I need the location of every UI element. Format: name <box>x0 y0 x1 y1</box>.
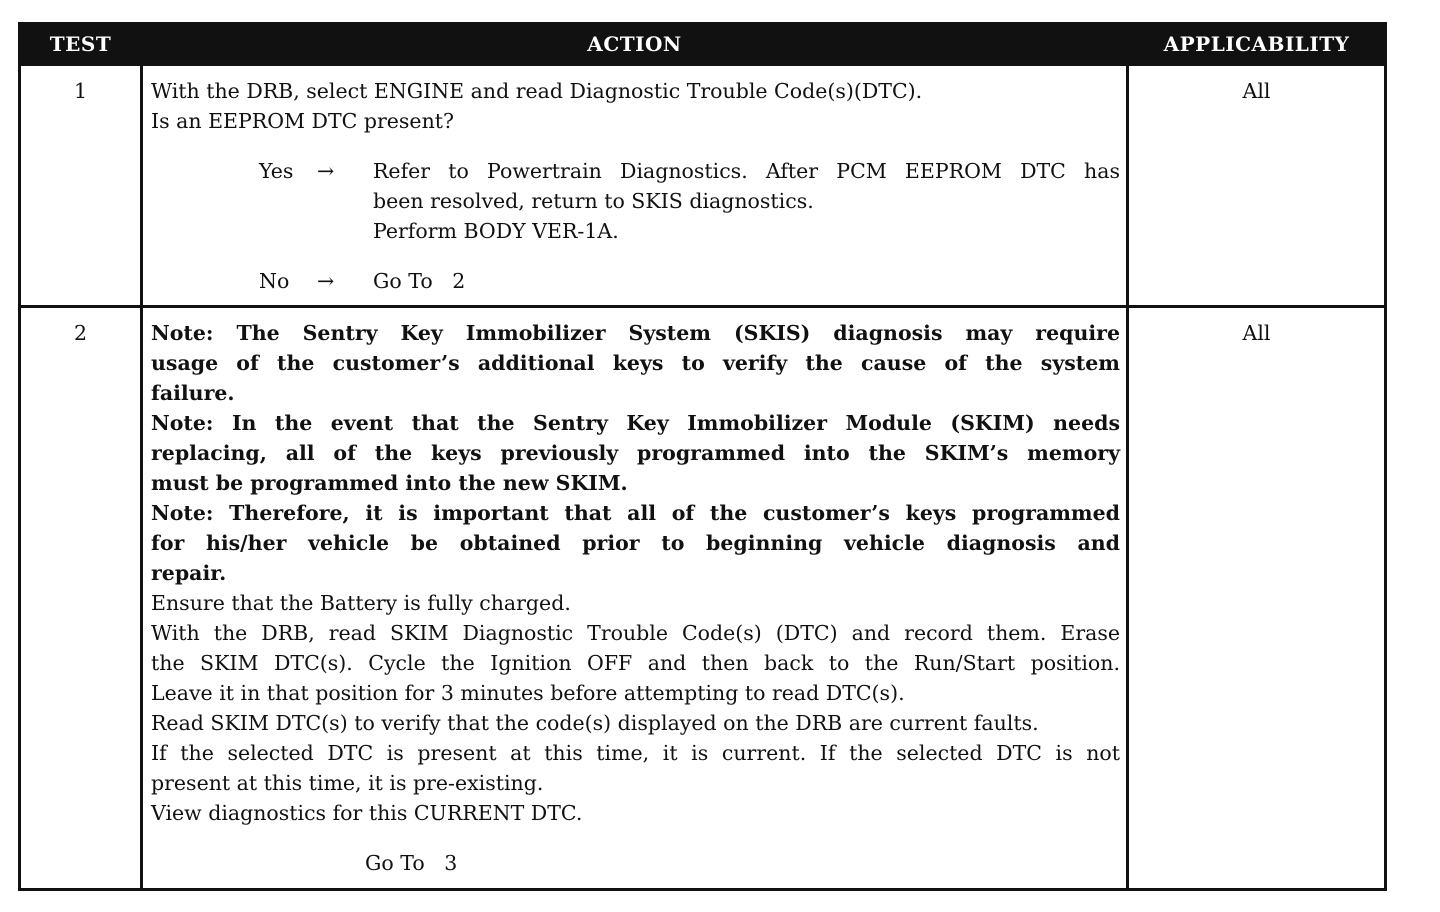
test-number: 2 <box>20 307 142 890</box>
applicability-value: All <box>1128 65 1386 307</box>
note-line: Note: Therefore, it is important that all of the customer’s keys programmed <box>151 501 1120 525</box>
note-line: usage of the customer’s additional keys to verify the cause of the system <box>151 351 1120 375</box>
header-action: ACTION <box>142 24 1128 65</box>
applicability-value: All <box>1128 307 1386 890</box>
note-line: must be programmed into the new SKIM. <box>151 471 628 495</box>
yes-line: been resolved, return to SKIS diagnostics. <box>373 189 814 213</box>
note-line: for his/her vehicle be obtained prior to beginning vehicle diagnosis and <box>151 531 1120 555</box>
table-header-row <box>20 24 1386 65</box>
table-row-test-1 <box>20 65 1386 307</box>
yes-line: Perform BODY VER-1A. <box>373 219 619 243</box>
goto-next-test: Go To 3 <box>365 851 458 875</box>
step-line: Read SKIM DTC(s) to verify that the code(s) displayed on the DRB are current faults. <box>151 711 1039 735</box>
note-line: failure. <box>151 381 235 405</box>
diagnostic-table-sheet <box>18 22 1384 888</box>
header-test: TEST <box>20 24 142 65</box>
yes-branch <box>259 156 1120 246</box>
action-line: With the DRB, select ENGINE and read Diagnostic Trouble Code(s)(DTC). <box>151 79 923 103</box>
steps-block <box>151 588 1120 828</box>
yes-line: Refer to Powertrain Diagnostics. After PCM EEPROM DTC has <box>373 159 1120 183</box>
action-cell <box>142 307 1128 890</box>
yes-label: Yes <box>259 159 294 183</box>
note-line: Note: The Sentry Key Immobilizer System (SKIS) diagnosis may require <box>151 321 1120 345</box>
table-row-test-2 <box>20 307 1386 890</box>
step-line: Ensure that the Battery is fully charged. <box>151 591 571 615</box>
step-line: With the DRB, read SKIM Diagnostic Trouble Code(s) (DTC) and record them. Erase <box>151 621 1120 645</box>
note-line: replacing, all of the keys previously programmed into the SKIM’s memory <box>151 441 1120 465</box>
right-arrow-icon: → <box>317 269 335 293</box>
diagnostic-procedure-table <box>18 22 1387 891</box>
note-line: Note: In the event that the Sentry Key Immobilizer Module (SKIM) needs <box>151 411 1120 435</box>
test-number: 1 <box>20 65 142 307</box>
note-line: repair. <box>151 561 227 585</box>
step-line: View diagnostics for this CURRENT DTC. <box>151 801 583 825</box>
step-line: If the selected DTC is present at this time, it is current. If the selected DTC is not <box>151 741 1120 765</box>
step-line: present at this time, it is pre-existing. <box>151 771 544 795</box>
step-line: the SKIM DTC(s). Cycle the Ignition OFF and then back to the Run/Start position. <box>151 651 1120 675</box>
header-applicability: APPLICABILITY <box>1128 24 1386 65</box>
no-goto: Go To 2 <box>373 269 466 293</box>
note-block <box>151 318 1120 588</box>
step-line: Leave it in that position for 3 minutes before attempting to read DTC(s). <box>151 681 905 705</box>
action-question: Is an EEPROM DTC present? <box>151 109 454 133</box>
yes-instructions <box>373 156 1120 246</box>
action-cell <box>142 65 1128 307</box>
no-label: No <box>259 269 290 293</box>
right-arrow-icon: → <box>317 159 335 183</box>
no-branch <box>259 266 1120 296</box>
